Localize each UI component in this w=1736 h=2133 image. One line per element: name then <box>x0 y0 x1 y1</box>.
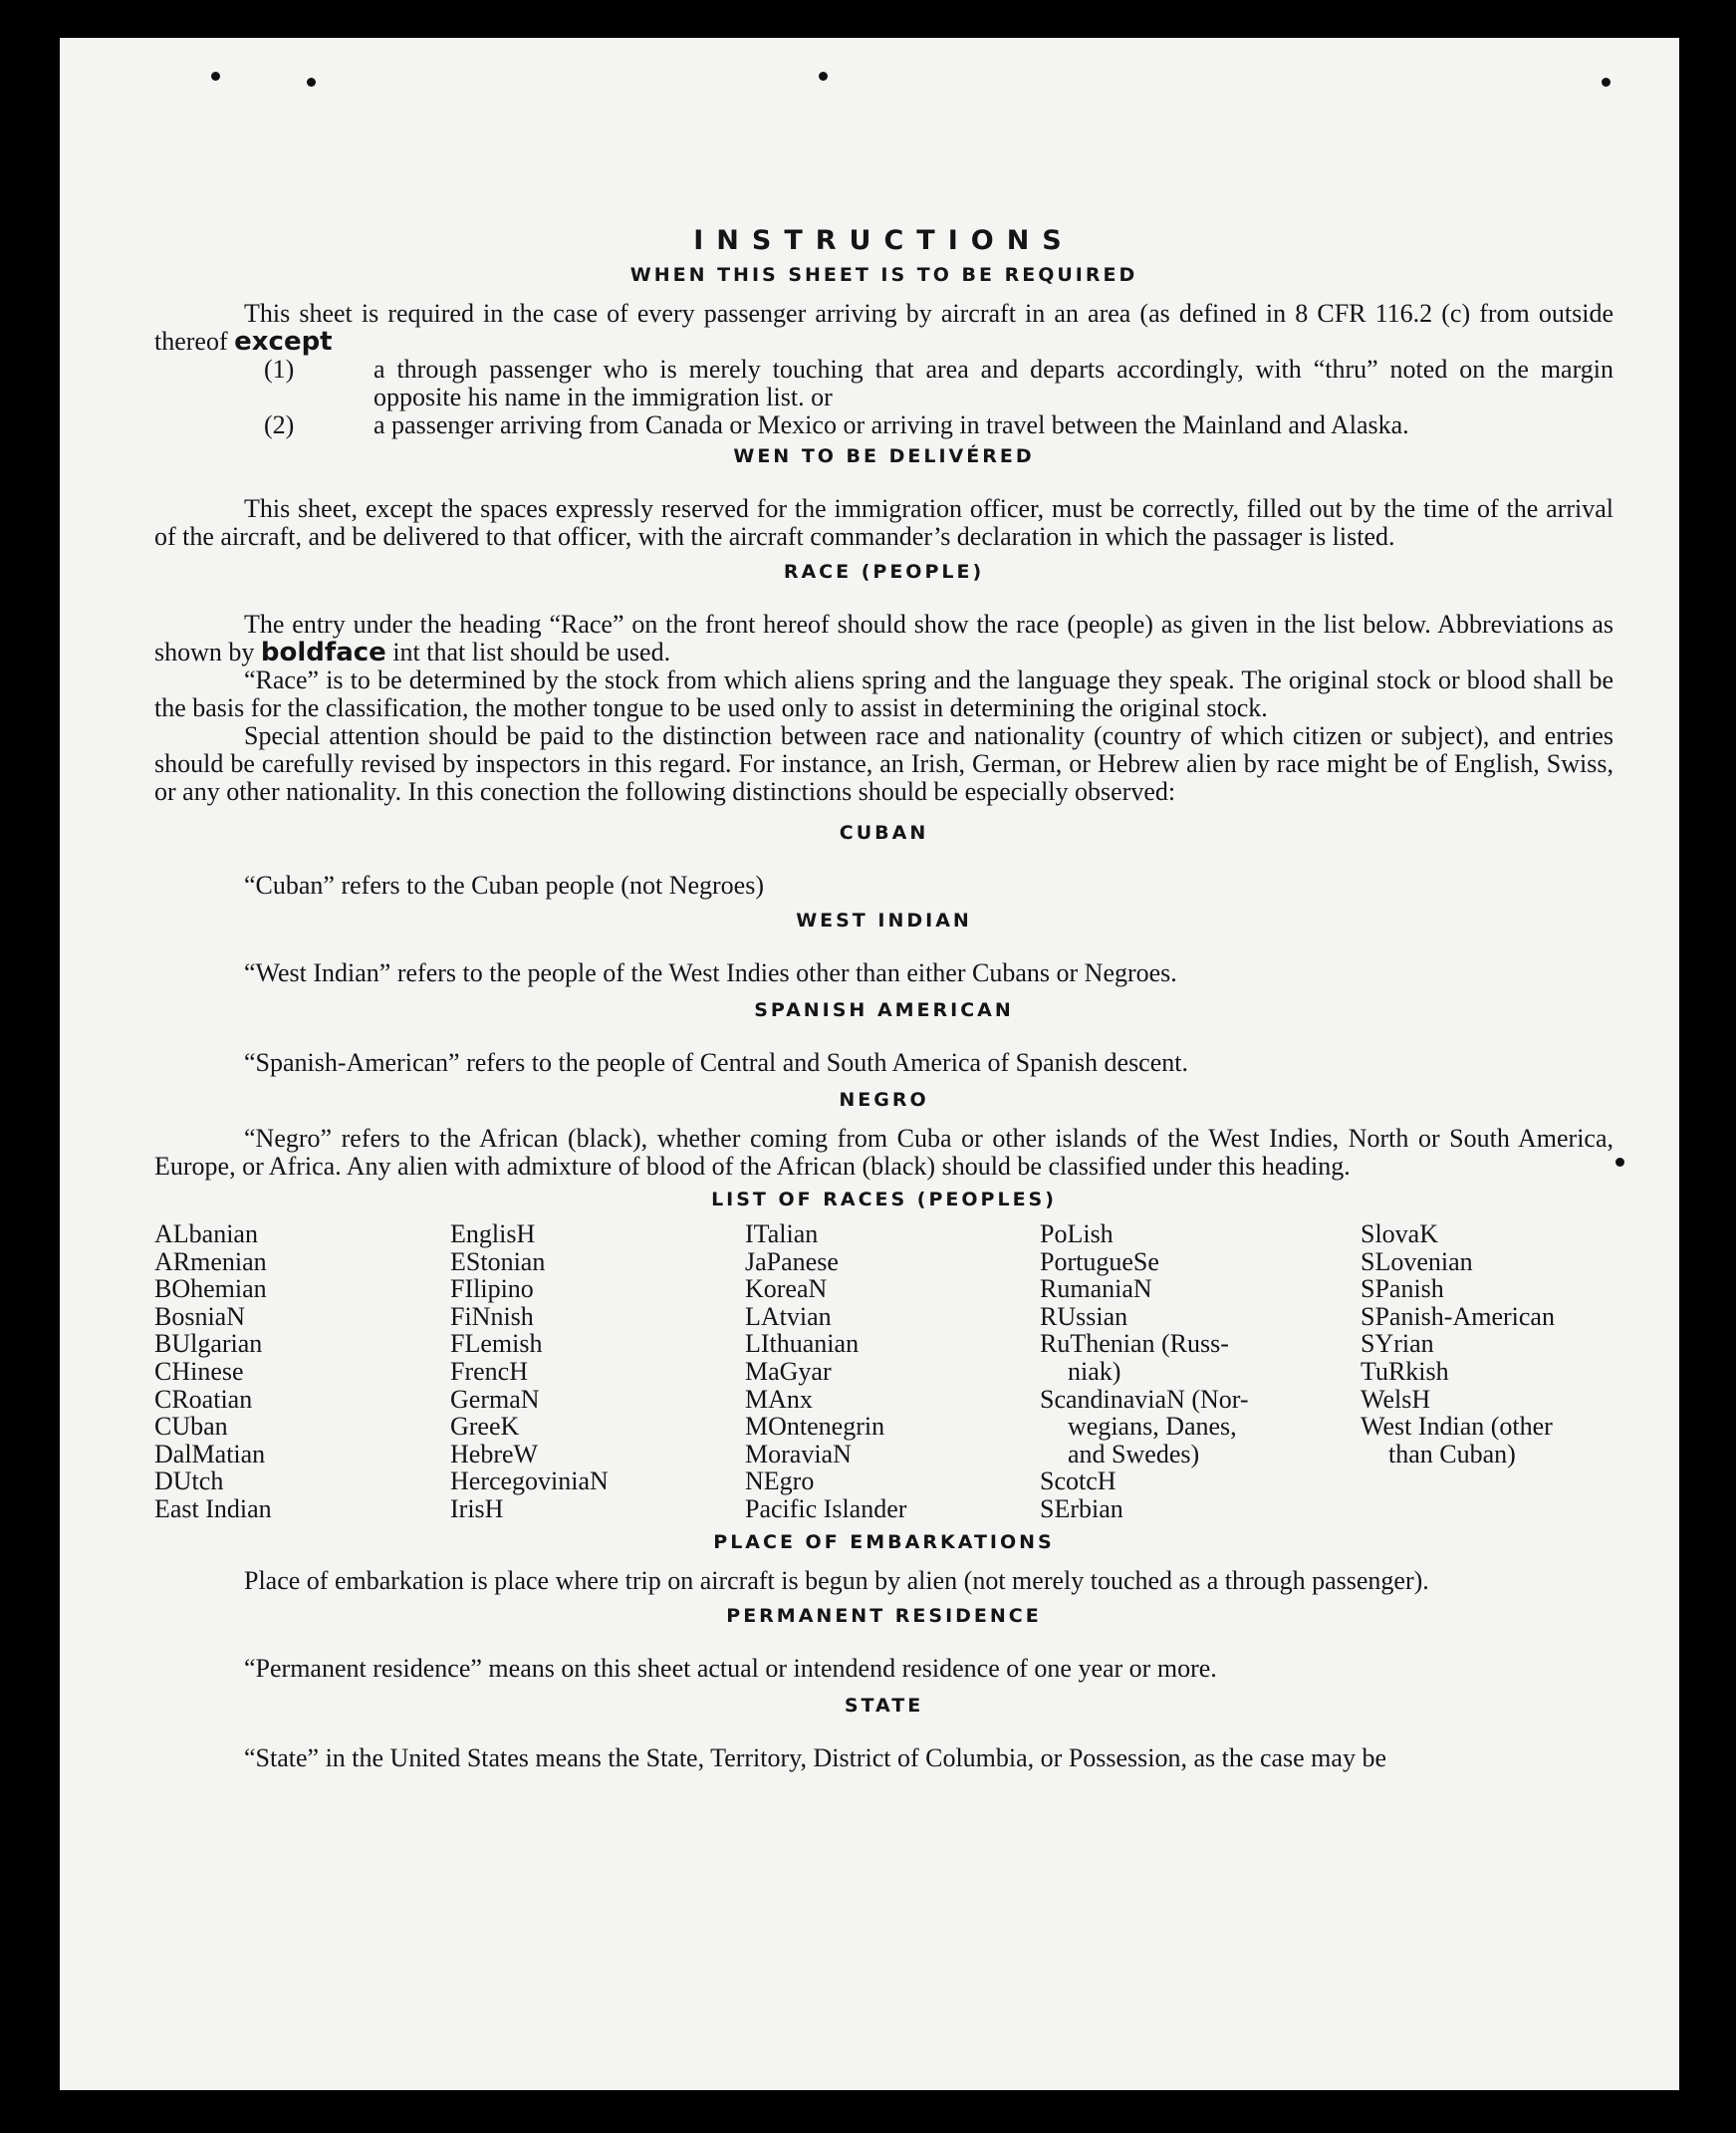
race-entry: SPanish <box>1361 1274 1444 1304</box>
race-entry: ScandinaviaN (Nor- <box>1040 1384 1249 1414</box>
race-entry-continuation: niak) <box>1068 1356 1121 1386</box>
when-required-intro: This sheet is required in the case of every passenger arriving by aircraft in an area (as defined in 8 CFR 116.2 (c) from outside thereof except <box>154 299 1613 357</box>
punch-mark <box>211 72 220 81</box>
race-entry: EStonian <box>450 1246 546 1276</box>
race-entry: LAtvian <box>745 1301 832 1331</box>
exception-item-1: (1) a through passenger who is merely touching that area and departs accordingly, with “thru” noted on the margin opposite his name in the immigration list. or <box>264 355 1613 411</box>
race-entry: HercegoviniaN <box>450 1466 609 1496</box>
section-heading-spanish-american: SPANISH AMERICAN <box>754 999 1014 1021</box>
race-entry: BUlgarian <box>154 1329 263 1359</box>
races-column-3 <box>745 1220 1040 1523</box>
page-title: INSTRUCTIONS <box>693 225 1075 256</box>
race-entry: ARmenian <box>154 1246 267 1276</box>
race-entry: HebreW <box>450 1439 539 1468</box>
section-heading-cuban: CUBAN <box>839 822 929 844</box>
exception-item-2: (2) a passenger arriving from Canada or Mexico or arriving in travel between the Mainland and Alaska. <box>264 410 1409 439</box>
races-column-4 <box>1040 1220 1361 1523</box>
section-heading-permanent-residence: PERMANENT RESIDENCE <box>726 1604 1042 1627</box>
section-heading-when-required: WHEN THIS SHEET IS TO BE REQUIRED <box>629 264 1138 286</box>
race-entry: MaGyar <box>745 1356 832 1386</box>
cuban-text: “Cuban” refers to the Cuban people (not Negroes) <box>244 871 764 900</box>
section-heading-state: STATE <box>844 1694 924 1717</box>
emphasis-except: except <box>234 327 333 357</box>
races-list <box>154 1220 1613 1523</box>
when-delivered-text: This sheet, except the spaces expressly reserved for the immigration officer, must be correctly, filled out by the time of the arrival of the aircraft, and be delivered to that officer, with the aircraft commander’s declaration in which the passager is listed. <box>154 494 1613 551</box>
permanent-residence-text: “Permanent residence” means on this sheet actual or intendend residence of one year or more. <box>244 1653 1217 1683</box>
race-entry: NEgro <box>745 1466 815 1496</box>
emphasis-boldface: boldface <box>260 638 386 667</box>
race-entry-continuation: and Swedes) <box>1068 1439 1200 1468</box>
punch-mark <box>1615 1158 1624 1167</box>
race-entry: RuThenian (Russ- <box>1040 1329 1229 1359</box>
races-column-2 <box>450 1220 745 1523</box>
race-entry: BOhemian <box>154 1274 267 1304</box>
race-entry: CHinese <box>154 1356 244 1386</box>
race-entry: JaPanese <box>745 1246 839 1276</box>
race-entry: DUtch <box>154 1466 224 1496</box>
race-entry: SPanish-American <box>1361 1301 1555 1331</box>
race-entry: RUssian <box>1040 1301 1128 1331</box>
punch-mark <box>819 72 828 81</box>
race-entry: BosniaN <box>154 1301 245 1331</box>
race-entry: East Indian <box>154 1493 272 1523</box>
races-column-1 <box>154 1220 450 1523</box>
race-entry: ScotcH <box>1040 1466 1116 1496</box>
race-entry: LIthuanian <box>745 1329 860 1359</box>
race-entry: PoLish <box>1040 1219 1114 1248</box>
race-entry: MoraviaN <box>745 1439 852 1468</box>
race-entry: PortugueSe <box>1040 1246 1159 1276</box>
races-column-5 <box>1361 1220 1613 1523</box>
punch-mark <box>307 78 316 87</box>
race-entry: EnglisH <box>450 1219 536 1248</box>
instructions-body <box>154 222 1613 1772</box>
negro-text: “Negro” refers to the African (black), whether coming from Cuba or other islands of the West Indies, North or South America, Europe, or Africa. Any alien with admixture of blood of the African (black) should be classified under this heading. <box>154 1124 1613 1181</box>
race-entry: CRoatian <box>154 1384 253 1414</box>
race-paragraph-3: Special attention should be paid to the distinction between race and nationality (country of which citizen or subject), and entries should be carefully revised by inspectors in this regard. For instance, an Irish, German, or Hebrew alien by race might be of English, Swiss, or any other nationality. In this conection the following distinctions should be especially observed: <box>154 721 1613 806</box>
list-of-races-heading: LIST OF RACES (PEOPLES) <box>711 1189 1057 1210</box>
race-entry: FLemish <box>450 1329 543 1359</box>
race-entry: SLovenian <box>1361 1246 1473 1276</box>
section-heading-negro: NEGRO <box>839 1089 929 1111</box>
section-heading-when-delivered: WEN TO BE DELIVÉRED <box>733 445 1035 467</box>
punch-mark <box>1602 78 1611 87</box>
race-entry: FiNnish <box>450 1301 534 1331</box>
race-entry: ITalian <box>745 1219 819 1248</box>
race-entry: RumaniaN <box>1040 1274 1152 1304</box>
race-entry: DalMatian <box>154 1439 266 1468</box>
race-entry: West Indian (other <box>1361 1412 1553 1442</box>
race-entry: CUban <box>154 1412 228 1442</box>
race-entry-continuation: than Cuban) <box>1388 1439 1516 1468</box>
race-entry: FIlipino <box>450 1274 534 1304</box>
section-heading-race: RACE (PEOPLE) <box>783 561 985 583</box>
race-entry: WelsH <box>1361 1384 1431 1414</box>
race-entry: Pacific Islander <box>745 1493 907 1523</box>
race-entry-continuation: wegians, Danes, <box>1068 1412 1237 1442</box>
race-entry: GermaN <box>450 1384 540 1414</box>
state-text: “State” in the United States means the State, Territory, District of Columbia, or Possession, as the case may be <box>244 1742 1386 1772</box>
race-entry: GreeK <box>450 1412 520 1442</box>
race-paragraph-1: The entry under the heading “Race” on the front hereof should show the race (people) as given in the list below. Abbreviations as shown by boldface int that list should be used. <box>154 610 1613 667</box>
race-entry: ALbanian <box>154 1219 258 1248</box>
race-entry: MOntenegrin <box>745 1412 885 1442</box>
race-entry: SlovaK <box>1361 1219 1438 1248</box>
spanish-american-text: “Spanish-American” refers to the people of Central and South America of Spanish descent. <box>244 1048 1188 1077</box>
section-heading-embarkation: PLACE OF EMBARKATIONS <box>713 1530 1055 1553</box>
west-indian-text: “West Indian” refers to the people of the West Indies other than either Cubans or Negroes. <box>244 958 1177 987</box>
race-entry: FrencH <box>450 1356 528 1386</box>
embarkation-text: Place of embarkation is place where trip on aircraft is begun by alien (not merely touched as a through passenger). <box>244 1565 1429 1595</box>
race-entry: SErbian <box>1040 1493 1123 1523</box>
race-entry: IrisH <box>450 1493 504 1523</box>
race-entry: TuRkish <box>1361 1356 1449 1386</box>
race-paragraph-2: “Race” is to be determined by the stock from which aliens spring and the language they speak. The original stock or blood shall be the basis for the classification, the mother tongue to be used only to assist in determining the original stock. <box>154 666 1613 722</box>
race-entry: MAnx <box>745 1384 813 1414</box>
section-heading-west-indian: WEST INDIAN <box>796 910 972 932</box>
race-entry: KoreaN <box>745 1274 828 1304</box>
document-page <box>60 38 1679 2090</box>
race-entry: SYrian <box>1361 1329 1434 1359</box>
